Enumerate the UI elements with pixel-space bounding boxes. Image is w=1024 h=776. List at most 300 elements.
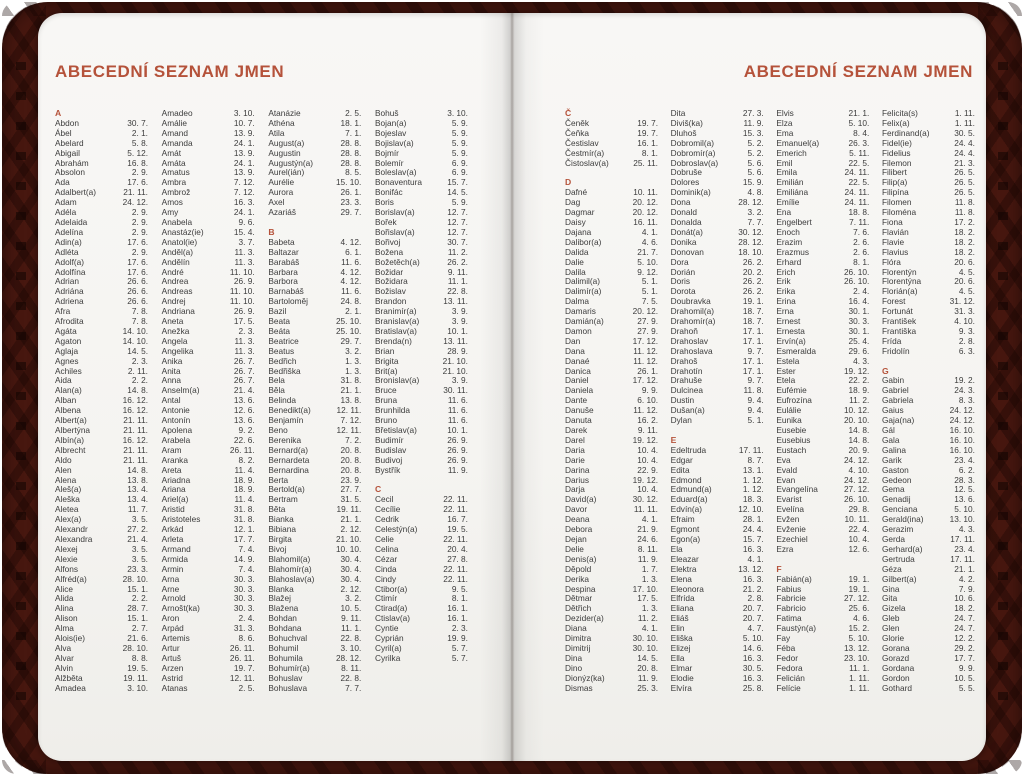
date-label: 20. 8. [340,454,362,465]
date-label: 15. 4. [233,226,255,237]
name-label: Ariadna [161,474,191,485]
name-label: Alice [55,583,73,594]
name-label: Fidel(ie) [881,137,912,148]
name-label: Filibert [881,167,907,178]
date-label: 21. 1. [340,514,362,525]
date-label: 28. 8. [340,157,362,168]
date-label: 11. 8. [743,385,764,396]
name-label: Anežka [161,325,190,336]
name-label: Albrecht [55,444,86,455]
date-label: 24. 4. [742,524,764,535]
date-label: 3. 10. [233,108,255,118]
name-day-row [565,684,658,694]
name-label: Damon [565,325,592,336]
date-label: 18. 2. [954,236,975,247]
date-label: 17. 7. [233,533,255,544]
date-label: 9. 7. [747,345,764,356]
date-label: 4. 1. [747,553,764,564]
date-label: 21. 10. [335,533,362,544]
name-day-row [565,575,658,585]
name-label: Diviš(ka) [670,117,703,128]
date-label: 7. 8. [131,306,148,317]
date-label: 20. 9. [848,444,870,455]
name-label: Adrian [55,276,79,287]
name-label: Géza [881,563,902,574]
date-label: 4. 1. [641,514,658,525]
name-day-row [268,684,361,694]
date-label: 5. 2. [747,147,764,158]
name-label: Dezider(a) [565,613,604,624]
name-column [671,109,764,697]
date-label: 11. 9. [637,672,658,683]
date-label: 11. 10. [229,296,255,307]
date-label: 4. 3. [853,355,870,366]
date-label: 20. 12. [632,197,658,208]
date-label: 13. 11. [443,335,468,346]
date-label: 21. 1. [848,108,870,118]
date-label: 22. 8. [340,633,362,644]
name-label: Daniel [565,375,589,386]
name-label: Gerda [881,533,906,544]
date-label: 31. 5. [340,494,362,505]
date-label: 1. 11. [849,672,870,683]
date-label: 17. 7. [954,652,975,663]
date-label: 9. 4. [747,405,764,416]
date-label: 10. 11. [844,514,870,525]
date-label: 27. 9. [637,325,658,336]
date-label: 10. 10. [335,543,362,554]
name-label: Dana [565,345,585,356]
date-label: 22. 4. [848,524,870,535]
name-label: Barbora [268,276,298,287]
date-label: 27. 12. [843,484,870,495]
name-label: Amát [161,147,182,158]
name-label: Čeňka [565,127,589,138]
date-label: 7. 4. [238,563,255,574]
name-label: Andělín [161,256,190,267]
name-label: Apolena [161,425,193,435]
date-label: 25. 10. [335,325,362,336]
date-label: 20. 2. [742,266,764,277]
date-label: 22. 11. [443,533,468,544]
name-label: Danuše [565,405,594,416]
name-label: Brenda(n) [374,335,412,346]
date-label: 17. 12. [632,375,658,386]
date-label: 2. 1. [345,306,362,317]
name-label: Abrahám [55,157,89,168]
date-label: 21. 1. [340,385,362,396]
name-label: Egmont [670,524,700,535]
date-label: 24. 4. [954,137,975,148]
name-label: Gorana [881,642,910,653]
section-letter: C [374,484,382,495]
date-label: 11. 10. [229,286,255,297]
name-label: Dona [670,197,691,208]
name-label: Evarist [776,494,802,505]
date-label: 22. 5. [848,177,870,188]
name-label: Bojislav(a) [374,137,414,148]
name-label: Emilián [776,177,804,188]
date-label: 26. 7. [233,375,255,386]
name-label: Cindy [374,573,397,584]
name-label: Běla [268,385,285,396]
name-label: Eduard(a) [670,494,708,505]
date-label: 16. 10. [949,444,975,455]
name-label: Felix(a) [881,117,910,128]
date-label: 28. 12. [738,236,764,247]
date-label: 27. 9. [637,316,658,327]
date-label: 26. 3. [848,137,870,148]
name-label: Brian [374,345,395,356]
date-label: 2. 9. [131,226,148,237]
date-label: 5. 9. [451,197,468,208]
name-label: Emanuel(a) [776,137,820,148]
name-label: Čeněk [565,117,589,128]
name-label: Branimír(a) [374,306,417,317]
name-label: Drahotín [670,365,703,376]
name-label: Arne [161,583,180,594]
date-label: 20. 8. [340,444,362,455]
date-label: 11. 6. [341,256,362,267]
name-label: Dolores [670,177,700,188]
name-label: Bratislav(a) [374,325,417,336]
date-label: 24. 11. [844,197,870,208]
name-label: Arna [161,573,180,584]
name-label: Bolemír [374,157,404,168]
name-label: Eustach [776,444,807,455]
name-label: Eufémie [776,385,807,396]
date-label: 17. 6. [127,236,148,247]
name-label: Drahoš [670,355,698,366]
date-label: 30. 11. [443,385,468,396]
name-label: Enoch [776,226,800,237]
date-label: 4. 1. [641,623,658,634]
name-label: Alexej [55,543,78,554]
name-label: Dalila [565,266,586,277]
name-label: Gordana [881,662,915,673]
name-label: Božetěch(a) [374,256,420,267]
name-label: Brandon [374,296,407,307]
name-label: Ezra [776,543,794,554]
name-label: Bořislav(a) [374,226,415,237]
name-label: Edvín(a) [670,504,703,515]
date-label: 19. 12. [632,474,658,485]
date-label: 18. 10. [738,246,764,257]
name-label: Abigail [55,147,80,158]
name-label: Bartoloměj [268,296,308,307]
name-day-row [375,258,468,268]
date-label: 2. 8. [747,593,764,604]
name-label: Erik [776,276,791,287]
date-label: 8. 1. [451,593,468,604]
date-label: 14. 8. [127,464,148,475]
date-label: 22. 6. [233,434,255,445]
page-title-right: ABECEDNÍ SEZNAM JMEN [743,62,973,81]
name-label: Derika [565,573,589,584]
date-label: 16. 2. [637,415,658,426]
date-label: 12. 7. [447,226,468,237]
date-label: 14. 5. [447,187,468,198]
name-label: Areta [161,464,182,475]
date-label: 11. 2. [637,613,658,624]
name-label: Amanda [161,137,193,148]
name-label: Adléta [55,246,79,257]
date-label: 2. 2. [131,593,148,604]
name-label: Brunhilda [374,405,411,416]
name-label: Barnabáš [268,286,304,297]
name-label: Dan [565,335,581,346]
date-label: 3. 10. [127,682,148,693]
name-label: Celina [374,543,399,554]
name-label: Bernardina [268,464,309,475]
date-label: 28. 8. [340,147,362,158]
name-label: Estela [776,355,800,366]
date-label: 9. 7. [747,375,764,386]
name-column [565,109,658,697]
date-label: 28. 10. [122,573,148,584]
name-label: Genciana [881,504,918,515]
date-label: 7. 5. [641,296,658,307]
date-label: 12. 11. [229,672,255,683]
name-label: Ervín(a) [776,335,806,346]
date-label: 10. 7. [233,117,255,128]
date-label: 9. 2. [238,425,255,435]
date-label: 2. 2. [131,375,148,386]
name-label: Aurel(ián) [268,167,305,178]
name-label: Darie [565,454,585,465]
name-day-row [776,545,869,555]
name-label: Cyrilka [374,652,401,663]
name-label: Andriana [161,306,195,317]
name-label: Břetislav(a) [374,425,417,435]
name-label: Gleb [881,613,900,624]
name-label: Emila [776,167,798,178]
date-label: 21. 11. [123,425,148,435]
date-label: 3. 5. [131,553,148,564]
name-label: Beatus [268,345,295,356]
name-label: Albena [55,405,81,416]
name-label: Dulcinea [670,385,703,396]
name-label: Artemis [161,633,190,644]
name-label: Edmond [670,474,702,485]
date-label: 12. 1. [233,524,255,535]
date-label: 5. 9. [451,137,468,148]
name-label: Dluhoš [670,127,697,138]
date-label: 23. 4. [954,543,975,554]
name-label: Fabricio [776,603,806,614]
date-label: 28. 7. [127,603,148,614]
name-day-row [671,575,764,585]
name-day-row [268,258,361,268]
date-label: 26. 2. [447,256,468,267]
date-label: 27. 8. [447,553,468,564]
date-label: 26. 11. [229,652,255,663]
date-label: 7. 11. [849,216,870,227]
name-label: Eleonora [670,583,704,594]
name-label: Bohumila [268,652,303,663]
name-day-row [671,684,764,694]
date-label: 21. 11. [123,454,148,465]
date-label: 4. 5. [958,266,975,277]
date-label: 30. 3. [233,573,255,584]
date-label: 3. 9. [451,306,468,317]
date-label: 7. 2. [345,434,362,445]
name-label: Dalma [565,296,589,307]
name-label: Bohuslav [268,672,303,683]
date-label: 2. 3. [451,623,468,634]
name-label: Alfons [55,563,79,574]
name-label: Bernard(a) [268,444,308,455]
section-letter: G [881,365,889,376]
date-label: 14. 5. [127,345,148,356]
date-label: 17. 2. [954,216,975,227]
name-label: Anselm(a) [161,385,200,396]
name-label: Adolfína [55,266,86,277]
date-label: 16. 4. [848,296,870,307]
name-label: Brigita [374,355,399,366]
name-day-row [565,159,658,169]
date-label: 24. 4. [954,147,975,158]
name-label: Aida [55,375,72,386]
date-label: 26. 6. [127,286,148,297]
name-label: Cyntie [374,623,399,634]
date-label: 26. 7. [233,355,255,366]
name-label: Amadeo [161,108,193,118]
date-label: 11. 12. [633,405,658,416]
date-label: 8. 1. [853,256,870,267]
date-label: 20. 8. [340,464,362,475]
name-label: Dalida [565,246,589,257]
name-day-row [882,258,975,268]
date-label: 20. 7. [742,613,764,624]
date-label: 15. 9. [742,177,764,188]
date-label: 6. 9. [451,157,468,168]
date-label: 9. 4. [747,395,764,406]
name-label: Gita [881,593,898,604]
date-label: 18. 7. [742,316,764,327]
name-label: Antal [161,395,181,406]
date-label: 18. 1. [340,117,362,128]
date-label: 26. 9. [447,434,468,445]
name-label: Alen [55,464,72,475]
name-label: Albert(a) [55,415,87,426]
date-label: 25. 10. [335,316,362,327]
date-label: 30. 10. [632,642,658,653]
name-label: Alan(a) [55,385,82,396]
date-label: 14. 8. [848,434,870,445]
name-label: Fiona [881,216,903,227]
date-label: 26. 1. [637,365,658,376]
date-label: 21. 7. [637,246,658,257]
date-label: 15. 1. [127,583,148,594]
name-label: Alexandr [55,524,88,535]
date-label: 9. 12. [637,266,658,277]
name-label: Anita [161,365,181,376]
date-label: 30. 1. [848,306,870,317]
name-label: Berenika [268,434,302,445]
name-label: Blažej [268,593,291,604]
name-day-row [268,208,361,218]
name-label: Bertold(a) [268,484,305,495]
name-label: Gabriela [881,395,914,406]
name-label: Cézar [374,553,398,564]
name-label: Delie [565,543,584,554]
date-label: 30. 4. [340,563,362,574]
name-label: Aletea [55,504,79,515]
date-label: 20. 12. [632,207,658,218]
date-label: 9. 11. [637,425,658,435]
date-label: 3. 2. [747,207,764,218]
date-label: 3. 5. [131,514,148,525]
name-label: Dagmar [565,207,595,218]
date-label: 5. 8. [131,137,148,148]
name-label: Aurélie [268,177,295,188]
date-label: 18. 3. [742,494,764,505]
name-label: Eusebius [776,434,811,445]
date-label: 17. 1. [742,325,764,336]
section-letter: D [565,177,572,188]
date-label: 6. 2. [958,464,975,475]
name-label: Erich [776,266,796,277]
date-label: 2. 9. [131,246,148,257]
name-label: Aranka [161,454,188,465]
date-label: 16. 12. [122,405,148,416]
date-label: 22. 11. [443,573,468,584]
name-label: Dušan(a) [670,405,705,416]
date-label: 1. 3. [345,365,362,376]
name-label: Bystřík [374,464,401,475]
name-label: Athéna [268,117,295,128]
date-label: 8. 11. [341,662,362,673]
name-column [55,109,148,697]
date-label: 11. 2. [849,395,870,406]
name-label: Eufrozína [776,395,812,406]
date-label: 2. 12. [340,583,362,594]
name-label: Aristoteles [161,514,201,525]
name-label: Ctibor(a) [374,583,408,594]
name-label: Benedikt(a) [268,405,311,416]
date-label: 16. 12. [122,395,148,406]
name-label: Amatus [161,167,190,178]
date-label: 10. 5. [340,603,362,614]
date-label: 9. 9. [641,385,658,396]
date-label: 20. 12. [632,306,658,317]
date-label: 2. 5. [345,108,362,118]
date-label: 22. 5. [848,157,870,168]
name-label: Alvin [55,662,73,673]
name-label: Evald [776,464,798,475]
name-label: Ambrož [161,187,191,198]
date-label: 11. 9. [743,117,764,128]
name-label: Bertram [268,494,298,505]
date-label: 30. 12. [632,494,658,505]
date-label: 28. 12. [738,197,764,208]
name-label: Anika [161,355,183,366]
date-label: 3. 2. [345,345,362,356]
name-label: Achiles [55,365,82,376]
date-label: 26. 2. [742,256,764,267]
chevron-column-left [16,62,26,714]
name-label: Dalibor(a) [565,236,602,247]
name-label: Doris [670,276,691,287]
date-label: 19. 1. [848,573,870,584]
date-label: 7. 7. [345,682,362,693]
name-day-row [776,575,869,585]
name-label: Deana [565,514,590,525]
date-label: 13. 4. [127,484,148,495]
date-label: 14. 10. [122,335,148,346]
date-label: 24. 8. [340,296,362,307]
